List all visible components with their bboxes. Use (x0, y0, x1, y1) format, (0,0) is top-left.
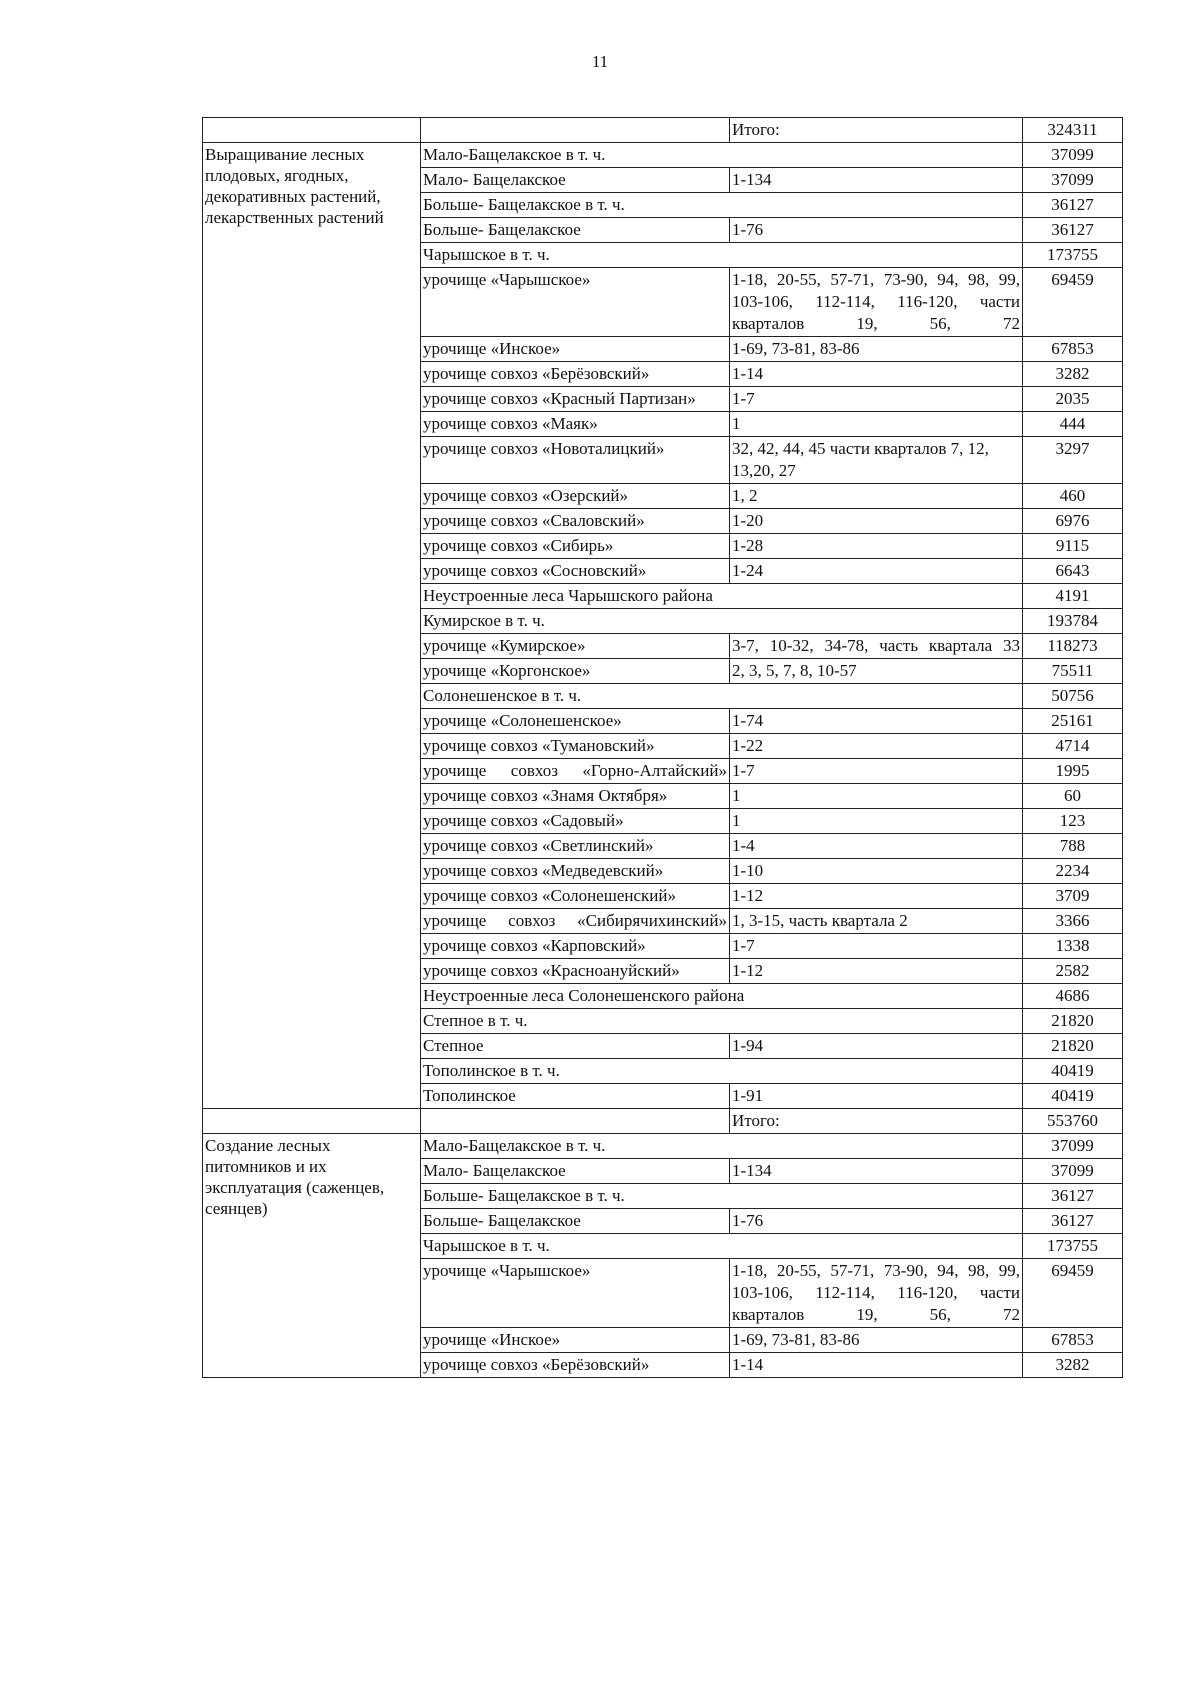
forestry-name: Солонешенское в т. ч. (421, 684, 1023, 709)
total-value: 553760 (1023, 1109, 1123, 1134)
area-value: 123 (1023, 809, 1123, 834)
tract-name: урочище совхоз «Горно-Алтайский» (421, 759, 730, 784)
tract-name: урочище совхоз «Красный Партизан» (421, 387, 730, 412)
area-value: 50756 (1023, 684, 1123, 709)
area-value: 9115 (1023, 534, 1123, 559)
quarter-numbers: 1-69, 73-81, 83-86 (730, 337, 1023, 362)
forestry-name: Неустроенные леса Чарышского района (421, 584, 1023, 609)
quarter-numbers: 1-7 (730, 759, 1023, 784)
quarter-numbers: 1, 2 (730, 484, 1023, 509)
quarter-numbers: 1-18, 20-55, 57-71, 73-90, 94, 98, 99, 103-106, 112-114, 116-120, части кварталов 19, 56, 72 (730, 268, 1023, 337)
tract-name: урочище совхоз «Карповский» (421, 934, 730, 959)
forestry-name: Мало-Бащелакское в т. ч. (421, 1134, 1023, 1159)
area-value: 6976 (1023, 509, 1123, 534)
area-value: 118273 (1023, 634, 1123, 659)
area-value: 40419 (1023, 1084, 1123, 1109)
tract-name: Мало- Бащелакское (421, 168, 730, 193)
tract-name: урочище совхоз «Знамя Октября» (421, 784, 730, 809)
quarter-numbers: 1-7 (730, 387, 1023, 412)
empty-cell (421, 118, 730, 143)
tract-name: урочище совхоз «Сибирячихинский» (421, 909, 730, 934)
subtotal-row (203, 143, 1123, 168)
quarter-numbers: 1, 3-15, часть квартала 2 (730, 909, 1023, 934)
forestry-name: Чарышское в т. ч. (421, 243, 1023, 268)
section-total-row (203, 118, 1123, 143)
area-value: 2035 (1023, 387, 1123, 412)
quarter-numbers: 1-76 (730, 218, 1023, 243)
area-value: 37099 (1023, 1159, 1123, 1184)
area-value: 444 (1023, 412, 1123, 437)
tract-name: урочище совхоз «Солонешенский» (421, 884, 730, 909)
tract-name: урочище совхоз «Маяк» (421, 412, 730, 437)
tract-name: урочище совхоз «Светлинский» (421, 834, 730, 859)
area-value: 173755 (1023, 243, 1123, 268)
quarter-numbers: 1 (730, 784, 1023, 809)
area-value: 37099 (1023, 143, 1123, 168)
area-value: 1995 (1023, 759, 1123, 784)
forestry-name: Кумирское в т. ч. (421, 609, 1023, 634)
tract-name: урочище «Чарышское» (421, 268, 730, 337)
forestry-name: Чарышское в т. ч. (421, 1234, 1023, 1259)
area-value: 37099 (1023, 168, 1123, 193)
quarter-numbers: 1-18, 20-55, 57-71, 73-90, 94, 98, 99, 103-106, 112-114, 116-120, части кварталов 19, 56, 72 (730, 1259, 1023, 1328)
area-value: 3282 (1023, 1353, 1123, 1378)
area-value: 4191 (1023, 584, 1123, 609)
tract-name: Больше- Бащелакское (421, 1209, 730, 1234)
quarter-numbers: 1-76 (730, 1209, 1023, 1234)
tract-name: урочище совхоз «Берёзовский» (421, 1353, 730, 1378)
area-value: 4714 (1023, 734, 1123, 759)
area-value: 36127 (1023, 1209, 1123, 1234)
quarter-numbers: 1-74 (730, 709, 1023, 734)
quarter-numbers: 1-7 (730, 934, 1023, 959)
quarter-numbers: 3-7, 10-32, 34-78, часть квартала 33 (730, 634, 1023, 659)
tract-name: урочище совхоз «Новоталицкий» (421, 437, 730, 484)
quarter-numbers: 1-69, 73-81, 83-86 (730, 1328, 1023, 1353)
quarter-numbers: 1-24 (730, 559, 1023, 584)
tract-name: Степное (421, 1034, 730, 1059)
tract-name: урочище «Кумирское» (421, 634, 730, 659)
quarter-numbers: 1-91 (730, 1084, 1023, 1109)
forestry-name: Больше- Бащелакское в т. ч. (421, 193, 1023, 218)
quarter-numbers: 1-94 (730, 1034, 1023, 1059)
activity-category: Выращивание лесных плодовых, ягодных, декоративных растений, лекарственных растений (203, 143, 421, 1109)
area-value: 6643 (1023, 559, 1123, 584)
total-value: 324311 (1023, 118, 1123, 143)
activity-category: Создание лесных питомников и их эксплуатация (саженцев, сеянцев) (203, 1134, 421, 1378)
tract-name: Мало- Бащелакское (421, 1159, 730, 1184)
area-value: 69459 (1023, 268, 1123, 337)
tract-name: урочище совхоз «Медведевский» (421, 859, 730, 884)
tract-name: урочище совхоз «Сваловский» (421, 509, 730, 534)
forestry-name: Степное в т. ч. (421, 1009, 1023, 1034)
tract-name: урочище совхоз «Озерский» (421, 484, 730, 509)
forestry-name: Неустроенные леса Солонешенского района (421, 984, 1023, 1009)
quarter-numbers: 1-20 (730, 509, 1023, 534)
quarter-numbers: 2, 3, 5, 7, 8, 10-57 (730, 659, 1023, 684)
area-value: 460 (1023, 484, 1123, 509)
area-value: 67853 (1023, 337, 1123, 362)
quarter-numbers: 1-22 (730, 734, 1023, 759)
area-value: 36127 (1023, 218, 1123, 243)
area-value: 37099 (1023, 1134, 1123, 1159)
area-value: 21820 (1023, 1034, 1123, 1059)
area-value: 3366 (1023, 909, 1123, 934)
tract-name: урочище «Инское» (421, 1328, 730, 1353)
empty-cell (421, 1109, 730, 1134)
tract-name: урочище совхоз «Садовый» (421, 809, 730, 834)
tract-name: урочище совхоз «Тумановский» (421, 734, 730, 759)
tract-name: урочище совхоз «Берёзовский» (421, 362, 730, 387)
area-value: 2582 (1023, 959, 1123, 984)
quarter-numbers: 1-14 (730, 362, 1023, 387)
tract-name: урочище совхоз «Красноануйский» (421, 959, 730, 984)
area-value: 3709 (1023, 884, 1123, 909)
area-value: 173755 (1023, 1234, 1123, 1259)
area-value: 75511 (1023, 659, 1123, 684)
tract-name: урочище «Коргонское» (421, 659, 730, 684)
quarter-numbers: 1-134 (730, 168, 1023, 193)
quarter-numbers: 1-28 (730, 534, 1023, 559)
forestry-name: Тополинское в т. ч. (421, 1059, 1023, 1084)
quarter-numbers: 1-12 (730, 959, 1023, 984)
area-value: 60 (1023, 784, 1123, 809)
empty-cell (203, 118, 421, 143)
area-value: 21820 (1023, 1009, 1123, 1034)
quarter-numbers: 1-12 (730, 884, 1023, 909)
section-total-row (203, 1109, 1123, 1134)
tract-name: урочище «Инское» (421, 337, 730, 362)
area-value: 2234 (1023, 859, 1123, 884)
area-value: 25161 (1023, 709, 1123, 734)
quarter-numbers: 1-134 (730, 1159, 1023, 1184)
tract-name: Тополинское (421, 1084, 730, 1109)
tract-name: урочище «Солонешенское» (421, 709, 730, 734)
quarter-numbers: 1-4 (730, 834, 1023, 859)
area-value: 36127 (1023, 1184, 1123, 1209)
area-value: 4686 (1023, 984, 1123, 1009)
area-value: 40419 (1023, 1059, 1123, 1084)
forest-areas-table (202, 117, 1123, 1378)
area-value: 3297 (1023, 437, 1123, 484)
area-value: 36127 (1023, 193, 1123, 218)
tract-name: урочище совхоз «Сосновский» (421, 559, 730, 584)
subtotal-row (203, 1134, 1123, 1159)
page-number: 11 (591, 52, 609, 71)
area-value: 69459 (1023, 1259, 1123, 1328)
quarter-numbers: 1 (730, 809, 1023, 834)
area-value: 67853 (1023, 1328, 1123, 1353)
empty-cell (203, 1109, 421, 1134)
tract-name: урочище «Чарышское» (421, 1259, 730, 1328)
total-label: Итого: (730, 1109, 1023, 1134)
tract-name: Больше- Бащелакское (421, 218, 730, 243)
area-value: 788 (1023, 834, 1123, 859)
quarter-numbers: 1 (730, 412, 1023, 437)
tract-name: урочище совхоз «Сибирь» (421, 534, 730, 559)
forestry-name: Мало-Бащелакское в т. ч. (421, 143, 1023, 168)
quarter-numbers: 1-14 (730, 1353, 1023, 1378)
total-label: Итого: (730, 118, 1023, 143)
quarter-numbers: 32, 42, 44, 45 части кварталов 7, 12, 13,20, 27 (730, 437, 1023, 484)
area-value: 1338 (1023, 934, 1123, 959)
area-value: 193784 (1023, 609, 1123, 634)
quarter-numbers: 1-10 (730, 859, 1023, 884)
area-value: 3282 (1023, 362, 1123, 387)
forestry-name: Больше- Бащелакское в т. ч. (421, 1184, 1023, 1209)
